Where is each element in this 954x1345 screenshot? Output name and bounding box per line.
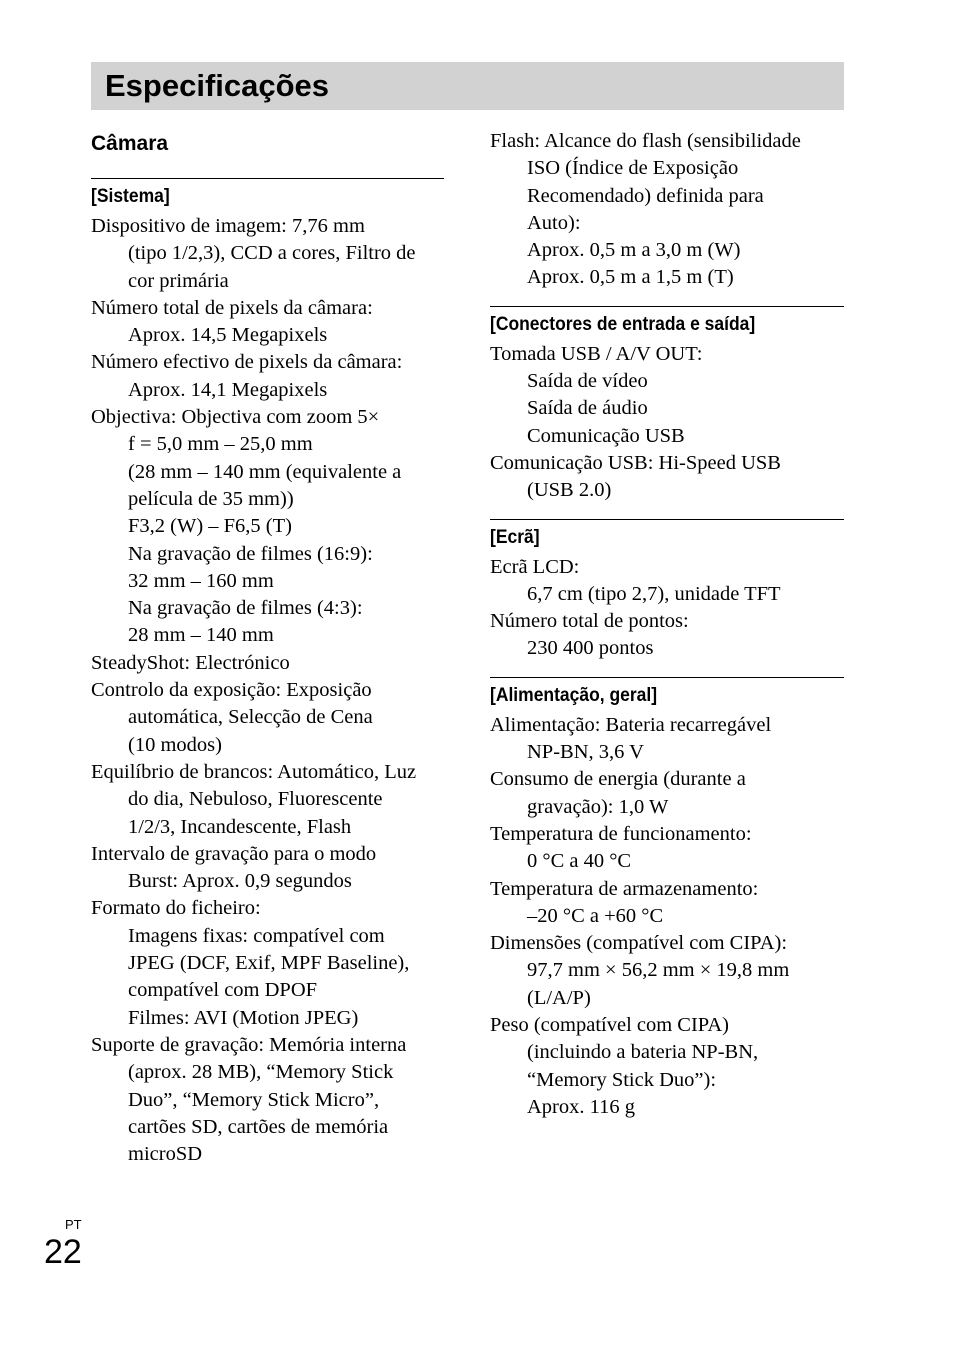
spec-line-indented: NP-BN, 3,6 V (527, 741, 644, 764)
title-bar (91, 62, 844, 110)
section-ecra (490, 519, 844, 663)
spec-line-indented: 97,7 mm × 56,2 mm × 19,8 mm (527, 959, 790, 982)
spec-entry (91, 404, 444, 650)
left-column (91, 128, 444, 1182)
spec-line-indented: Duo”, “Memory Stick Micro”, (128, 1088, 380, 1111)
spec-line-indented: –20 °C a +60 °C (527, 904, 664, 927)
spec-entry (490, 930, 844, 1012)
spec-entry (91, 759, 444, 841)
spec-entry (91, 295, 444, 350)
spec-line: Temperatura de armazenamento: (490, 877, 759, 900)
spec-line-indented: Aprox. 116 g (527, 1095, 635, 1118)
spec-line-indented: (L/A/P) (527, 986, 591, 1009)
spec-line: Número efectivo de pixels da câmara: (91, 351, 403, 374)
spec-line-indented: Aprox. 14,1 Megapixels (128, 378, 328, 401)
section-title: [Conectores de entrada e saída] (490, 313, 756, 335)
spec-entry (490, 608, 844, 663)
spec-line: Peso (compatível com CIPA) (490, 1014, 729, 1037)
page-title: Especificações (105, 68, 330, 103)
spec-line-indented: cor primária (128, 269, 229, 292)
spec-line-indented: compatível com DPOF (128, 979, 318, 1002)
spec-line: Flash: Alcance do flash (sensibilidade (490, 130, 801, 152)
spec-line-indented: do dia, Nebuloso, Fluorescente (128, 788, 383, 811)
right-column (490, 128, 844, 1135)
spec-line-indented: (10 modos) (128, 733, 222, 756)
entry-list (490, 341, 844, 505)
spec-entry (91, 650, 444, 677)
spec-line: SteadyShot: Electrónico (91, 651, 290, 674)
section-sistema (91, 178, 444, 1168)
spec-line: Consumo de energia (durante a (490, 768, 746, 791)
spec-line-indented: cartões SD, cartões de memória (128, 1115, 389, 1138)
spec-entry (91, 895, 444, 1031)
spec-entry (490, 341, 844, 450)
spec-entry (490, 554, 844, 609)
spec-line-indented: ISO (Índice de Exposição (527, 157, 739, 180)
spec-line-indented: Burst: Aprox. 0,9 segundos (128, 870, 352, 893)
spec-entry (490, 128, 844, 292)
spec-line-indented: Filmes: AVI (Motion JPEG) (128, 1006, 359, 1029)
spec-entry (91, 677, 444, 759)
spec-line-indented: Aprox. 0,5 m a 3,0 m (W) (527, 239, 741, 262)
spec-entry (91, 349, 444, 404)
spec-line: Formato do ficheiro: (91, 897, 261, 920)
spec-line-indented: Imagens fixas: compatível com (128, 924, 385, 947)
spec-line-indented: 28 mm – 140 mm (128, 624, 274, 647)
entry-list (490, 128, 844, 292)
spec-line-indented: Aprox. 14,5 Megapixels (128, 324, 328, 347)
spec-line: Número total de pontos: (490, 610, 689, 633)
spec-line-indented: 1/2/3, Incandescente, Flash (128, 815, 352, 838)
spec-line-indented: JPEG (DCF, Exif, MPF Baseline), (128, 952, 410, 975)
spec-line-indented: Aprox. 0,5 m a 1,5 m (T) (527, 266, 734, 289)
spec-line-indented: F3,2 (W) – F6,5 (T) (128, 515, 292, 538)
spec-line: Objectiva: Objectiva com zoom 5× (91, 406, 380, 429)
spec-line-indented: (tipo 1/2,3), CCD a cores, Filtro de (128, 242, 416, 265)
spec-line: Comunicação USB: Hi-Speed USB (490, 451, 781, 474)
spec-line-indented: 6,7 cm (tipo 2,7), unidade TFT (527, 582, 781, 605)
section-flash (490, 128, 844, 292)
spec-line-indented: Recomendado) definida para (527, 184, 764, 207)
spec-line: Ecrã LCD: (490, 555, 580, 578)
page-language-label: PT (65, 1217, 82, 1232)
spec-entry (490, 1012, 844, 1121)
spec-entry (91, 213, 444, 295)
spec-entry (91, 841, 444, 896)
spec-line: Suporte de gravação: Memória interna (91, 1033, 407, 1056)
spec-entry (490, 712, 844, 767)
entry-list (490, 554, 844, 663)
spec-entry (490, 450, 844, 505)
spec-line: Tomada USB / A/V OUT: (490, 342, 703, 365)
spec-line-indented: automática, Selecção de Cena (128, 706, 373, 729)
section-title: [Sistema] (91, 186, 170, 207)
spec-line-indented: f = 5,0 mm – 25,0 mm (128, 433, 313, 456)
spec-line-indented: (incluindo a bateria NP-BN, (527, 1041, 759, 1064)
entry-list (490, 712, 844, 1121)
spec-line-indented: Auto): (527, 211, 581, 234)
spec-entry (490, 876, 844, 931)
spec-line-indented: 0 °C a 40 °C (527, 850, 632, 873)
spec-entry (91, 1032, 444, 1168)
spec-line: Alimentação: Bateria recarregável (490, 713, 772, 736)
spec-line: Dispositivo de imagem: 7,76 mm (91, 215, 365, 237)
spec-line-indented: (USB 2.0) (527, 479, 612, 502)
spec-line: Número total de pixels da câmara: (91, 296, 373, 319)
spec-line-indented: gravação): 1,0 W (527, 795, 669, 818)
spec-line-indented: 32 mm – 160 mm (128, 569, 274, 592)
spec-line: Equilíbrio de brancos: Automático, Luz (91, 760, 417, 783)
spec-line: Temperatura de funcionamento: (490, 822, 752, 845)
spec-entry (490, 821, 844, 876)
spec-line: Controlo da exposição: Exposição (91, 679, 372, 702)
spec-entry (490, 766, 844, 821)
section-title: [Alimentação, geral] (490, 684, 658, 706)
section-conectores (490, 306, 844, 505)
spec-line-indented: microSD (128, 1143, 203, 1166)
spec-line-indented: Na gravação de filmes (4:3): (128, 597, 363, 620)
spec-line-indented: Na gravação de filmes (16:9): (128, 542, 373, 565)
page-number: 22 (44, 1233, 82, 1271)
spec-line-indented: (28 mm – 140 mm (equivalente a (128, 460, 402, 483)
section-alimentacao (490, 677, 844, 1121)
spec-line: Dimensões (compatível com CIPA): (490, 932, 788, 955)
spec-line: Intervalo de gravação para o modo (91, 842, 377, 865)
section-title: [Ecrã] (490, 526, 540, 548)
entry-list (91, 213, 444, 1168)
spec-line-indented: película de 35 mm)) (128, 487, 294, 510)
spec-line-indented: Saída de áudio (527, 397, 648, 420)
camera-heading: Câmara (91, 132, 169, 155)
spec-line-indented: (aprox. 28 MB), “Memory Stick (128, 1061, 394, 1084)
spec-line-indented: “Memory Stick Duo”): (527, 1068, 717, 1091)
spec-line-indented: Comunicação USB (527, 424, 685, 447)
spec-line-indented: 230 400 pontos (527, 637, 654, 660)
spec-line-indented: Saída de vídeo (527, 370, 648, 393)
